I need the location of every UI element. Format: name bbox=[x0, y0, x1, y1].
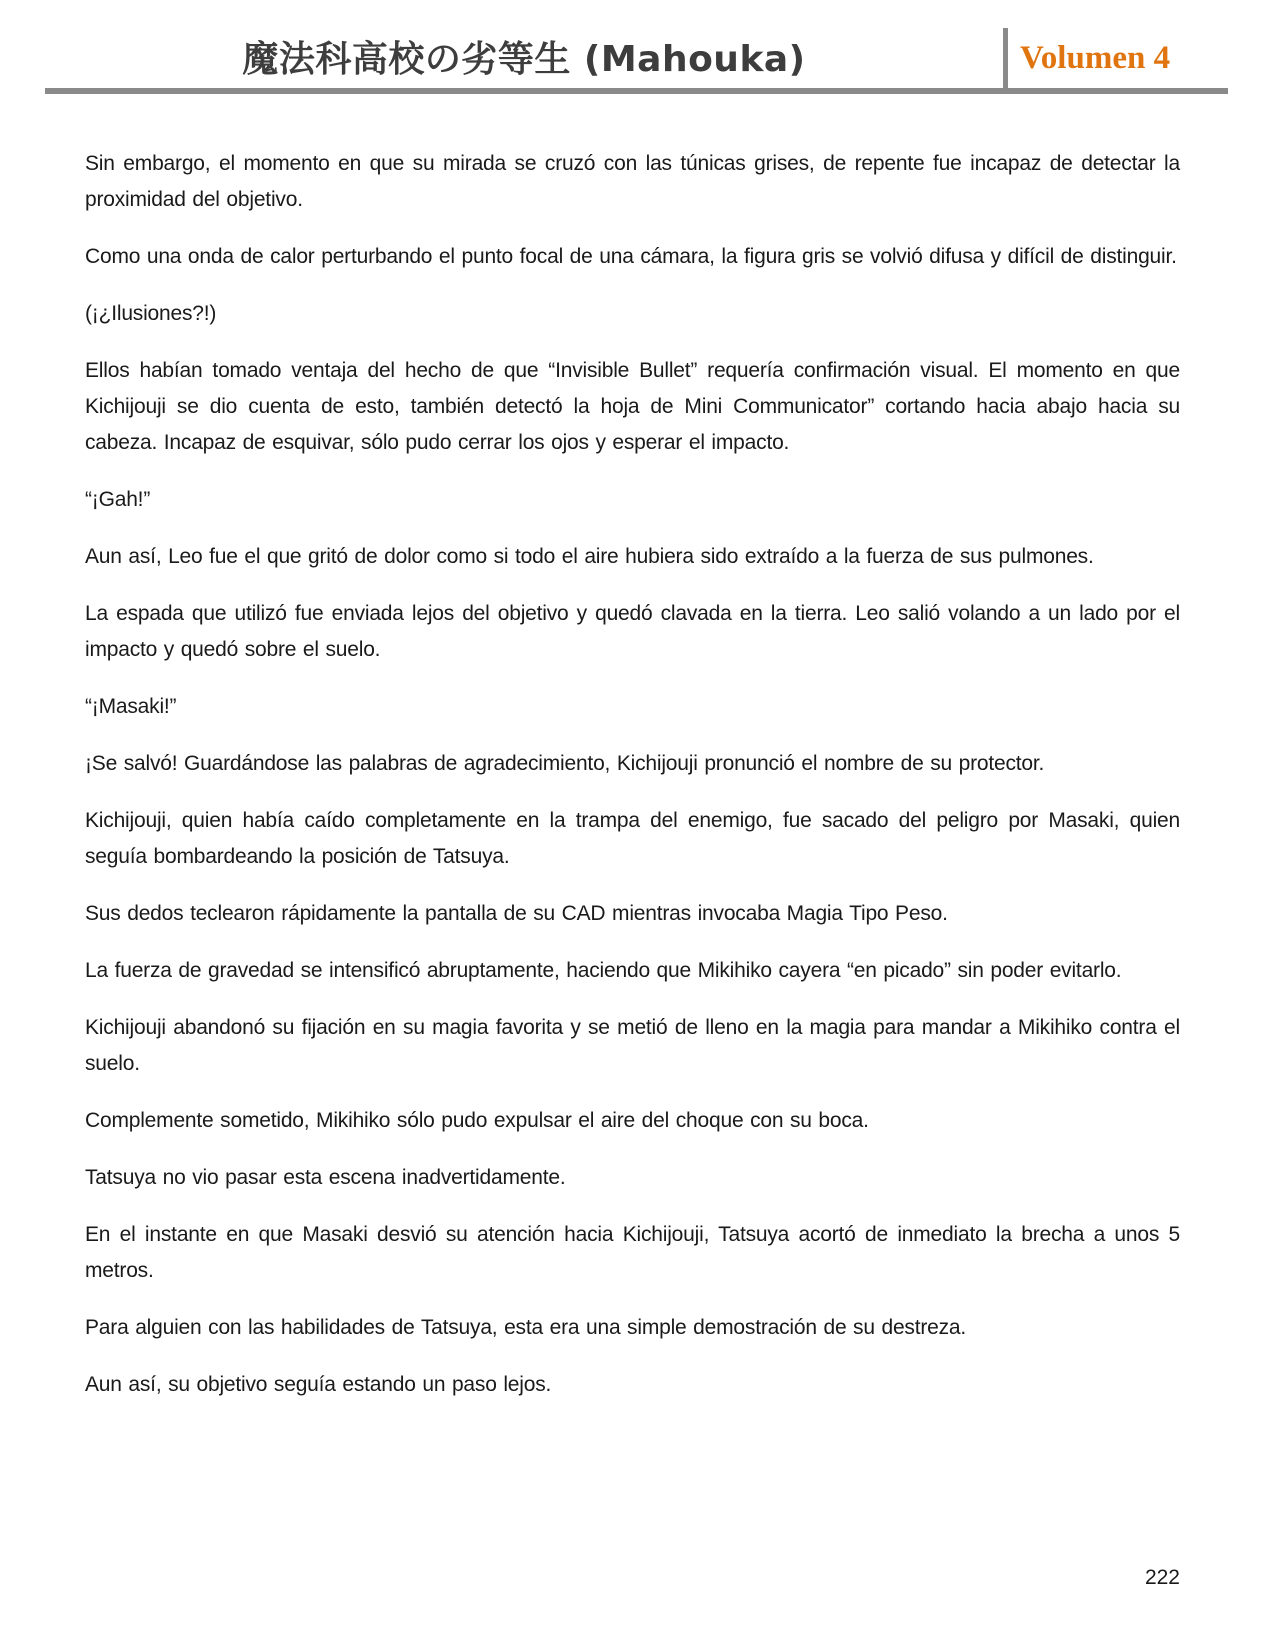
paragraph: “¡Masaki!” bbox=[85, 695, 177, 718]
page-number: 222 bbox=[1144, 1566, 1180, 1589]
page-title: 魔法科高校の劣等生 (Mahouka) bbox=[242, 39, 806, 80]
paragraph: Ellos habían tomado ventaja del hecho de que “Invisible Bullet” requería confirmación visual. El momento en que Kichijouji se dio cuenta de esto, también detectó la hoja de Mini Communicator” cortando hacia abajo hacia su cabeza. Incapaz de esquivar, sólo pudo cerrar los ojos y esperar el impacto. bbox=[85, 359, 1180, 454]
paragraph: Aun así, su objetivo seguía estando un paso lejos. bbox=[85, 1373, 552, 1396]
paragraph: La fuerza de gravedad se intensificó abruptamente, haciendo que Mikihiko cayera “en picado” sin poder evitarlo. bbox=[85, 959, 1122, 982]
paragraph: Sus dedos teclearon rápidamente la pantalla de su CAD mientras invocaba Magia Tipo Peso. bbox=[85, 902, 948, 925]
paragraph: En el instante en que Masaki desvió su atención hacia Kichijouji, Tatsuya acortó de inmediato la brecha a unos 5 metros. bbox=[85, 1223, 1180, 1282]
paragraph: La espada que utilizó fue enviada lejos del objetivo y quedó clavada en la tierra. Leo salió volando a un lado por el impacto y quedó sobre el suelo. bbox=[85, 602, 1180, 661]
paragraph: Complemente sometido, Mikihiko sólo pudo expulsar el aire del choque con su boca. bbox=[85, 1109, 869, 1132]
header-horizontal-rule bbox=[45, 88, 1228, 94]
paragraph: “¡Gah!” bbox=[85, 488, 151, 511]
header-vertical-divider bbox=[1003, 28, 1008, 88]
paragraph: Para alguien con las habilidades de Tatsuya, esta era una simple demostración de su destreza. bbox=[85, 1316, 967, 1339]
paragraph: Sin embargo, el momento en que su mirada se cruzó con las túnicas grises, de repente fue incapaz de detectar la proximidad del objetivo. bbox=[85, 152, 1180, 211]
paragraph: ¡Se salvó! Guardándose las palabras de agradecimiento, Kichijouji pronunció el nombre de su protector. bbox=[85, 752, 1045, 775]
paragraph: Como una onda de calor perturbando el punto focal de una cámara, la figura gris se volvió difusa y difícil de distinguir. bbox=[85, 245, 1177, 268]
volume-label: Volumen 4 bbox=[1020, 40, 1171, 76]
paragraph: Kichijouji abandonó su fijación en su magia favorita y se metió de lleno en la magia para mandar a Mikihiko contra el suelo. bbox=[85, 1016, 1180, 1075]
paragraph: Tatsuya no vio pasar esta escena inadvertidamente. bbox=[85, 1166, 566, 1189]
paragraph: Aun así, Leo fue el que gritó de dolor como si todo el aire hubiera sido extraído a la fuerza de sus pulmones. bbox=[85, 545, 1094, 568]
paragraph: (¡¿Ilusiones?!) bbox=[85, 302, 217, 325]
page-body bbox=[85, 146, 1180, 1424]
paragraph: Kichijouji, quien había caído completamente en la trampa del enemigo, fue sacado del peligro por Masaki, quien seguía bombardeando la posición de Tatsuya. bbox=[85, 809, 1180, 868]
